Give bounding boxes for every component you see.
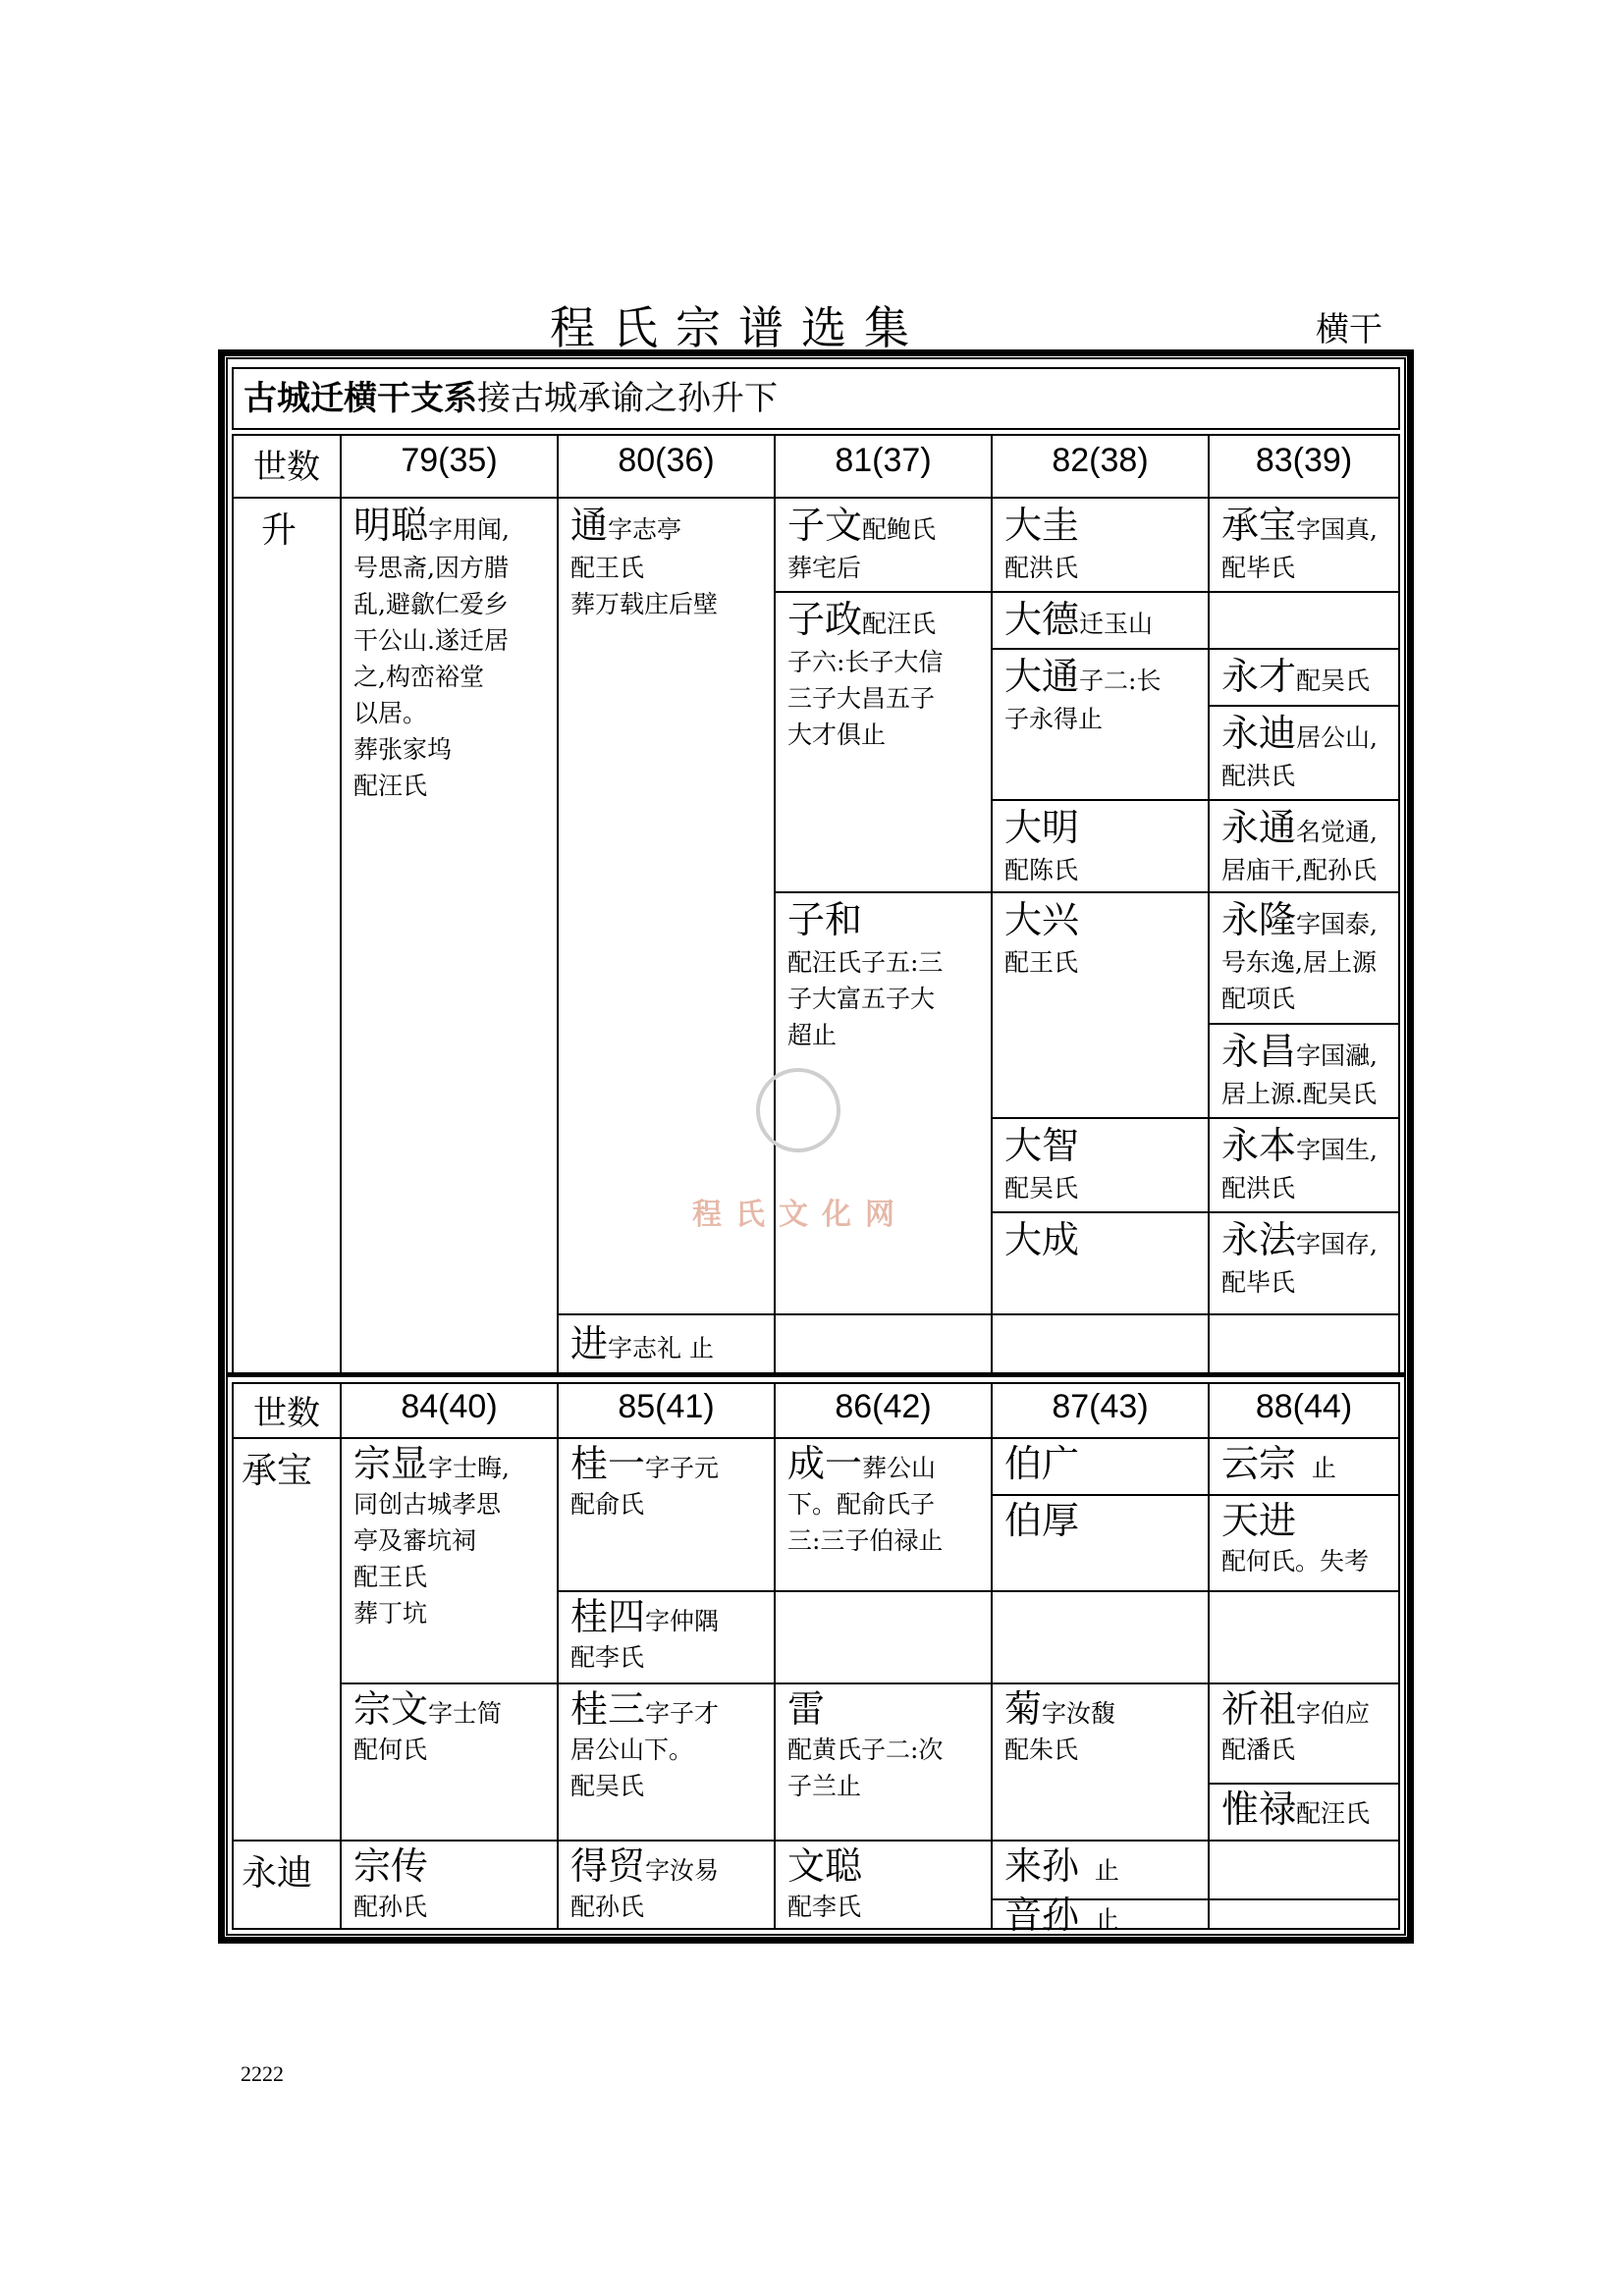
grid-line — [1208, 1023, 1400, 1025]
person-entry — [1221, 803, 1398, 888]
entry-line: 配毕氏 — [1221, 1268, 1296, 1297]
person-name: 得贸 — [570, 1844, 646, 1888]
person-name: 明聪 — [353, 504, 429, 547]
person-entry — [353, 1686, 550, 1768]
generation-header: 82(38) — [1052, 442, 1149, 479]
person-note: 字子才 — [645, 1699, 720, 1728]
person-note: 字用闻, — [428, 515, 510, 544]
grid-line — [1398, 1382, 1400, 1930]
person-name: 大圭 — [1004, 504, 1080, 547]
person-entry — [1004, 1686, 1201, 1768]
grid-line — [991, 434, 993, 1372]
region-label: 横干 — [1316, 310, 1382, 349]
parent-label: 永迪 — [242, 1853, 313, 1894]
generation-header: 81(37) — [835, 442, 932, 479]
parent-label: 承宝 — [242, 1451, 313, 1491]
person-name: 通 — [570, 504, 609, 547]
person-entry — [353, 501, 550, 804]
person-entry — [787, 501, 984, 586]
person-entry — [1004, 1121, 1201, 1206]
grid-line — [1398, 434, 1400, 1372]
generation-label: 世数 — [253, 1394, 320, 1433]
entry-line: 配李氏 — [787, 1893, 862, 1921]
person-note: 止 — [1094, 1905, 1119, 1934]
entry-line: 配潘氏 — [1221, 1735, 1296, 1764]
person-name: 大德 — [1004, 598, 1080, 641]
grid-line — [774, 591, 991, 593]
entry-line: 配俞氏 — [570, 1490, 645, 1519]
entry-line: 号思斋,因方腊 — [353, 554, 509, 582]
grid-line — [232, 1437, 1400, 1439]
person-entry — [1004, 1843, 1201, 1889]
generation-header: 84(40) — [401, 1388, 498, 1425]
entry-line: 配何氏 — [353, 1735, 428, 1764]
person-entry — [1221, 709, 1398, 794]
grid-line — [1208, 1783, 1400, 1785]
person-name: 子政 — [787, 598, 863, 641]
person-note: 字国生, — [1296, 1136, 1378, 1164]
generation-header: 79(35) — [401, 442, 498, 479]
generation-header: 88(44) — [1255, 1388, 1353, 1425]
person-note: 字汝易 — [645, 1856, 720, 1885]
entry-line: 配洪氏 — [1004, 554, 1079, 582]
person-note: 字伯应 — [1296, 1699, 1371, 1728]
entry-line: 配孙氏 — [353, 1893, 428, 1921]
person-name: 宗显 — [353, 1442, 429, 1485]
person-name: 大兴 — [1004, 898, 1080, 941]
grid-line — [991, 891, 1400, 893]
person-entry — [787, 1843, 984, 1925]
person-note: 字仲隅 — [645, 1607, 720, 1635]
page-title: 程氏宗谱选集 — [550, 301, 927, 354]
person-entry — [1221, 1027, 1398, 1112]
generation-header: 86(42) — [835, 1388, 932, 1425]
person-name: 大通 — [1004, 655, 1080, 698]
person-name: 雷 — [787, 1687, 826, 1731]
grid-line — [774, 1382, 776, 1930]
person-name: 伯广 — [1004, 1442, 1080, 1485]
person-name: 桂三 — [570, 1687, 646, 1731]
grid-line — [1208, 434, 1210, 1372]
entry-line: 配黄氏子二:次 — [787, 1735, 944, 1764]
person-note: 字士晦, — [428, 1454, 510, 1482]
entry-line: 配项氏 — [1221, 985, 1296, 1013]
person-entry — [787, 1441, 984, 1559]
entry-line: 号东逸,居上源 — [1221, 948, 1377, 977]
person-entry — [1221, 1686, 1398, 1768]
entry-line: 三:三子伯禄止 — [787, 1526, 944, 1555]
person-entry — [1004, 1441, 1201, 1486]
person-entry — [570, 1686, 767, 1804]
grid-line — [232, 1382, 1400, 1384]
entry-line: 葬丁坑 — [353, 1599, 428, 1628]
entry-line: 亭及審坑祠 — [353, 1526, 477, 1555]
entry-line: 配王氏 — [353, 1563, 428, 1591]
entry-line: 以居。 — [353, 699, 428, 727]
entry-line: 乱,避歙仁爱乡 — [353, 590, 509, 618]
person-entry — [1221, 1498, 1398, 1579]
entry-line: 配汪氏 — [353, 772, 428, 800]
entry-line: 配汪氏子五:三 — [787, 948, 944, 977]
person-entry — [1221, 1441, 1398, 1486]
person-name: 桂一 — [570, 1442, 646, 1485]
grid-line — [557, 434, 559, 1372]
person-note: 止 — [1094, 1856, 1119, 1885]
generation-label: 世数 — [253, 448, 320, 487]
person-note: 居公山, — [1296, 723, 1378, 752]
entry-line: 下。配俞氏子 — [787, 1490, 936, 1519]
person-name: 宗文 — [353, 1687, 429, 1731]
entry-line: 配孙氏 — [570, 1893, 645, 1921]
person-entry — [1004, 895, 1201, 981]
person-note: 字汝馥 — [1042, 1699, 1116, 1728]
entry-line: 居公山下。 — [570, 1735, 694, 1764]
person-name: 桂四 — [570, 1595, 646, 1638]
person-entry — [1221, 1215, 1398, 1301]
generation-header: 87(43) — [1052, 1388, 1149, 1425]
person-entry — [353, 1843, 550, 1925]
entry-line: 大才俱止 — [787, 721, 887, 749]
section-divider — [226, 1372, 1406, 1377]
person-entry — [1221, 895, 1398, 1017]
person-entry — [1004, 501, 1201, 586]
grid-line — [232, 434, 1400, 436]
person-note: 字国真, — [1296, 515, 1378, 544]
person-note: 子二:长 — [1079, 667, 1162, 695]
person-note: 配汪氏 — [1296, 1799, 1371, 1828]
person-entry — [1004, 803, 1201, 888]
watermark-text: 程氏文化网 — [692, 1198, 908, 1232]
entry-line: 三子大昌五子 — [787, 684, 936, 713]
person-note: 字国瀜, — [1296, 1041, 1378, 1070]
person-name: 永法 — [1221, 1218, 1297, 1261]
person-name: 永才 — [1221, 655, 1297, 698]
person-name: 子和 — [787, 898, 863, 941]
grid-line — [232, 497, 1400, 499]
person-name: 子文 — [787, 504, 863, 547]
grid-line — [991, 1117, 1400, 1119]
person-note: 字国存, — [1296, 1230, 1378, 1258]
person-entry — [1004, 652, 1201, 737]
entry-line: 配洪氏 — [1221, 1174, 1296, 1202]
person-name: 进 — [570, 1322, 609, 1365]
entry-line: 配陈氏 — [1004, 856, 1079, 884]
person-entry — [570, 1441, 767, 1522]
person-entry — [1221, 501, 1398, 586]
entry-line: 葬张家坞 — [353, 735, 453, 764]
person-note: 名觉通, — [1296, 818, 1378, 846]
person-entry — [787, 595, 984, 753]
branch-title — [232, 367, 1400, 430]
entry-line: 子六:长子大信 — [787, 648, 944, 676]
entry-line: 超止 — [787, 1021, 838, 1049]
person-name: 祈祖 — [1221, 1687, 1297, 1731]
person-note: 配吴氏 — [1296, 667, 1371, 695]
person-name: 大成 — [1004, 1218, 1080, 1261]
watermark-seal-icon — [756, 1068, 840, 1152]
grid-line — [340, 434, 342, 1372]
grid-line — [557, 1382, 559, 1930]
entry-line: 同创古城孝思 — [353, 1490, 502, 1519]
person-entry — [570, 1319, 767, 1368]
entry-line: 配吴氏 — [1004, 1174, 1079, 1202]
person-name: 天进 — [1221, 1499, 1297, 1542]
person-note: 字志亭 — [608, 515, 682, 544]
person-note: 字士简 — [428, 1699, 503, 1728]
person-entry — [787, 895, 984, 1053]
page-number: 2222 — [241, 2061, 284, 2086]
person-name: 永本 — [1221, 1124, 1297, 1167]
grid-line — [232, 434, 234, 1372]
grid-line — [340, 1382, 342, 1930]
person-entry — [1004, 1894, 1201, 1937]
grid-line — [340, 1682, 1400, 1684]
entry-line: 配王氏 — [570, 554, 645, 582]
person-name: 来孙 — [1004, 1844, 1080, 1888]
person-entry — [570, 1843, 767, 1925]
person-name: 大智 — [1004, 1124, 1080, 1167]
person-name: 伯厚 — [1004, 1499, 1080, 1542]
entry-line: 配朱氏 — [1004, 1735, 1079, 1764]
entry-line: 葬万载庄后壁 — [570, 590, 719, 618]
parent-label: 升 — [261, 510, 298, 551]
entry-line: 配何氏。失考 — [1221, 1547, 1370, 1575]
grid-line — [774, 891, 991, 893]
grid-line — [232, 1928, 1400, 1930]
branch-note: 接古城承谕之孙升下 — [477, 379, 778, 418]
person-entry — [1004, 595, 1201, 644]
person-name: 永昌 — [1221, 1030, 1297, 1073]
grid-line — [991, 799, 1400, 801]
grid-line — [1208, 705, 1400, 707]
grid-line — [232, 1382, 234, 1930]
branch-name: 古城迁横干支系 — [244, 379, 477, 418]
person-entry — [570, 1594, 767, 1676]
entry-line: 子兰止 — [787, 1772, 862, 1800]
entry-line: 子大富五子大 — [787, 985, 936, 1013]
generation-header: 80(36) — [618, 442, 715, 479]
person-name: 承宝 — [1221, 504, 1297, 547]
person-note: 配汪氏 — [862, 610, 937, 638]
entry-line: 配李氏 — [570, 1643, 645, 1672]
grid-line — [1208, 1382, 1210, 1930]
person-note: 字国泰, — [1296, 910, 1378, 938]
person-name: 文聪 — [787, 1844, 863, 1888]
person-entry — [1221, 1121, 1398, 1206]
grid-line — [557, 1590, 1400, 1592]
grid-line — [991, 1211, 1400, 1213]
entry-line: 居庙干,配孙氏 — [1221, 856, 1377, 884]
entry-line: 配毕氏 — [1221, 554, 1296, 582]
person-note: 葬公山 — [862, 1454, 937, 1482]
person-name: 宗传 — [353, 1844, 429, 1888]
person-name: 永迪 — [1221, 712, 1297, 755]
grid-line — [557, 1313, 1400, 1315]
person-name: 永隆 — [1221, 898, 1297, 941]
person-name: 大明 — [1004, 806, 1080, 849]
person-name: 成一 — [787, 1442, 863, 1485]
grid-line — [232, 1840, 1400, 1842]
entry-line: 配吴氏 — [570, 1772, 645, 1800]
grid-line — [991, 648, 1400, 650]
entry-line: 配洪氏 — [1221, 762, 1296, 790]
person-name: 菊 — [1004, 1687, 1043, 1731]
generation-header: 83(39) — [1255, 442, 1353, 479]
person-entry — [1221, 1787, 1398, 1832]
entry-line: 干公山.遂迁居 — [353, 626, 509, 655]
entry-line: 子永得止 — [1004, 705, 1104, 733]
entry-line: 居上源.配吴氏 — [1221, 1080, 1377, 1108]
person-note: 字子元 — [645, 1454, 720, 1482]
person-entry — [1221, 652, 1398, 701]
person-name: 永通 — [1221, 806, 1297, 849]
person-name: 云宗 — [1221, 1442, 1297, 1485]
person-entry — [570, 501, 767, 622]
person-name: 惟禄 — [1221, 1788, 1297, 1831]
person-name: 音孙 — [1004, 1894, 1080, 1937]
person-entry — [1004, 1498, 1201, 1543]
entry-line: 配王氏 — [1004, 948, 1079, 977]
grid-line — [991, 1494, 1400, 1496]
person-entry — [353, 1441, 550, 1631]
person-entry — [787, 1686, 984, 1804]
generation-header: 85(41) — [618, 1388, 715, 1425]
grid-line — [991, 1382, 993, 1930]
person-entry — [1004, 1215, 1201, 1264]
grid-line — [991, 591, 1400, 593]
person-note: 配鲍氏 — [862, 515, 937, 544]
entry-line: 葬宅后 — [787, 554, 862, 582]
person-note: 字志礼 止 — [608, 1334, 714, 1362]
entry-line: 之,构峦裕堂 — [353, 663, 484, 691]
person-note: 迁玉山 — [1079, 610, 1154, 638]
person-note: 止 — [1311, 1454, 1336, 1482]
